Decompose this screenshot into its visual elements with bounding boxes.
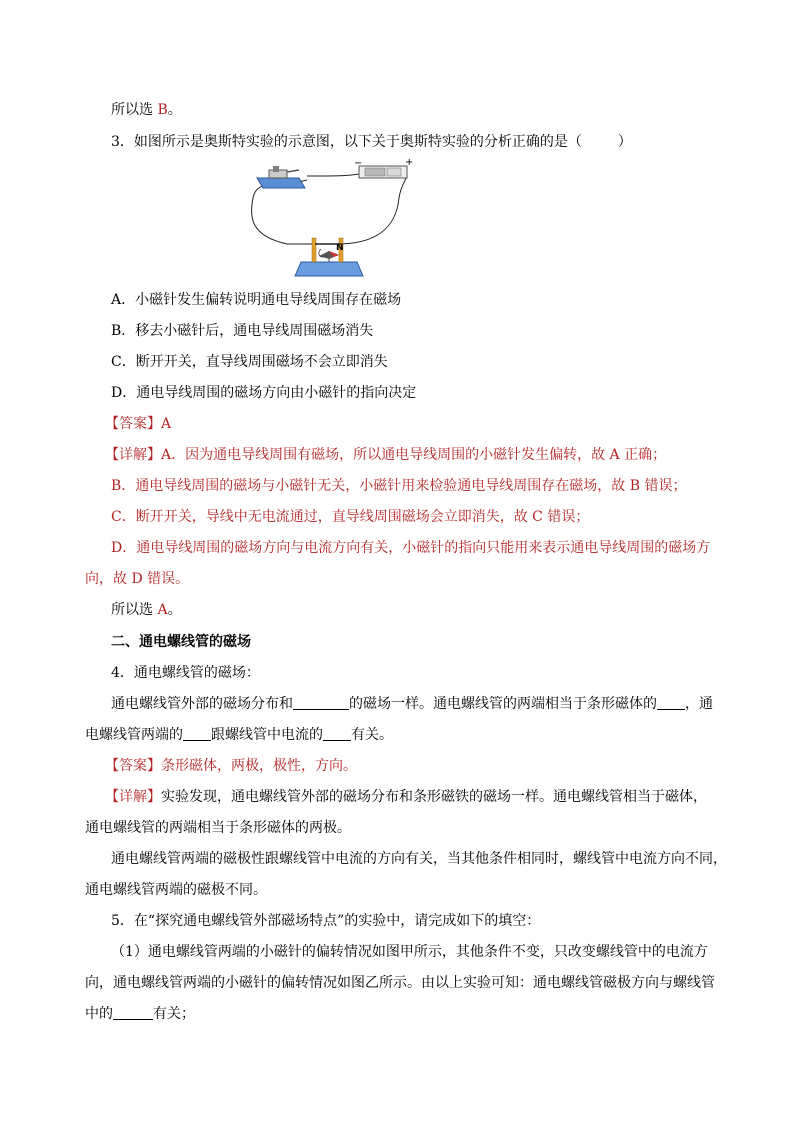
- question-5-stem: 5．在“探究通电螺线管外部磁场特点”的实验中，请完成如下的填空：: [111, 913, 541, 929]
- question-4-stem: 4．通电螺线管的磁场：: [111, 665, 260, 681]
- option-b: B．移去小磁针后，通电导线周围磁场消失: [111, 323, 374, 339]
- answer-letter: B: [157, 102, 168, 118]
- question-5-part1-line3: 中的 有关；: [85, 1006, 195, 1022]
- answer-value: A: [161, 416, 172, 432]
- fill-blank-2: [657, 695, 685, 710]
- q4-detail-line3: 通电螺线管两端的磁极性跟螺线管中电流的方向有关，当其他条件相同时，螺线管中电流方向不同，: [111, 851, 727, 867]
- previous-conclusion: 所以选 B。: [111, 102, 182, 118]
- detail-tag: 【详解】: [105, 789, 161, 805]
- q3-detail-c: C．断开开关，导线中无电流通过，直导线周围磁场会立即消失，故 C 错误；: [111, 509, 590, 525]
- question-4-line1: 通电螺线管外部的磁场分布和 的磁场一样。通电螺线管的两端相当于条形磁体的 ，通: [111, 696, 713, 712]
- battery: [354, 158, 413, 178]
- q4-detail-line2: 通电螺线管的两端相当于条形磁体的两极。: [85, 820, 351, 836]
- needle-north-label: N: [336, 243, 344, 253]
- question-3-stem: 3．如图所示是奥斯特实验的示意图，以下关于奥斯特实验的分析正确的是（ ）: [111, 134, 632, 150]
- detail-tag: 【详解】: [105, 447, 161, 463]
- option-c: C．断开开关，直导线周围磁场不会立即消失: [111, 354, 388, 370]
- q4-detail-line4: 通电螺线管两端的磁极不同。: [85, 882, 267, 898]
- q3-conclusion: 所以选 A。: [111, 602, 182, 618]
- q3-answer: [105, 414, 171, 434]
- option-d: D．通电导线周围的磁场方向由小磁针的指向决定: [111, 385, 417, 401]
- q3-detail-d-line1: D．通电导线周围的磁场方向与电流方向有关，小磁针的指向只能用来表示通电导线周围的磁场方: [111, 540, 711, 556]
- battery-plus-label: +: [405, 158, 414, 168]
- option-a: A．小磁针发生偏转说明通电导线周围存在磁场: [111, 292, 402, 308]
- q4-answer: [105, 756, 357, 776]
- answer-tag: 【答案】: [105, 416, 161, 432]
- question-4-line2: 电螺线管两端的 跟螺线管中电流的 有关。: [85, 727, 393, 743]
- question-5-part1-line2: 向，通电螺线管两端的小磁针的偏转情况如图乙所示。由以上实验可知：通电螺线管磁极方向与螺线管: [85, 975, 715, 991]
- q4-detail-line1: 【详解】实验发现，通电螺线管外部的磁场分布和条形磁铁的磁场一样。通电螺线管相当于磁体，: [105, 789, 707, 805]
- question-5-part1-line1: （1）通电螺线管两端的小磁针的偏转情况如图甲所示，其他条件不变，只改变螺线管中的电流方: [111, 944, 708, 960]
- fill-blank-1: [293, 695, 349, 710]
- oersted-experiment-figure: [247, 158, 417, 284]
- answer-value: 条形磁体，两极，极性，方向。: [161, 758, 357, 774]
- fill-blank-5: [113, 1005, 153, 1020]
- answer-tag: 【答案】: [105, 758, 161, 774]
- section-2-title: 二、通电螺线管的磁场: [111, 634, 251, 650]
- switch: [257, 166, 305, 188]
- q3-detail-b: B．通电导线周围的磁场与小磁针无关，小磁针用来检验通电导线周围存在磁场，故 B 错误；: [111, 478, 687, 494]
- battery-minus-label: −: [354, 158, 363, 169]
- fill-blank-3: [183, 726, 211, 741]
- q3-detail-a: 【详解】A．因为通电导线周围有磁场，所以通电导线周围的小磁针发生偏转，故 A 正确；: [105, 447, 667, 463]
- fill-blank-4: [323, 726, 351, 741]
- q3-detail-d-line2: 向，故 D 错误。: [85, 571, 190, 587]
